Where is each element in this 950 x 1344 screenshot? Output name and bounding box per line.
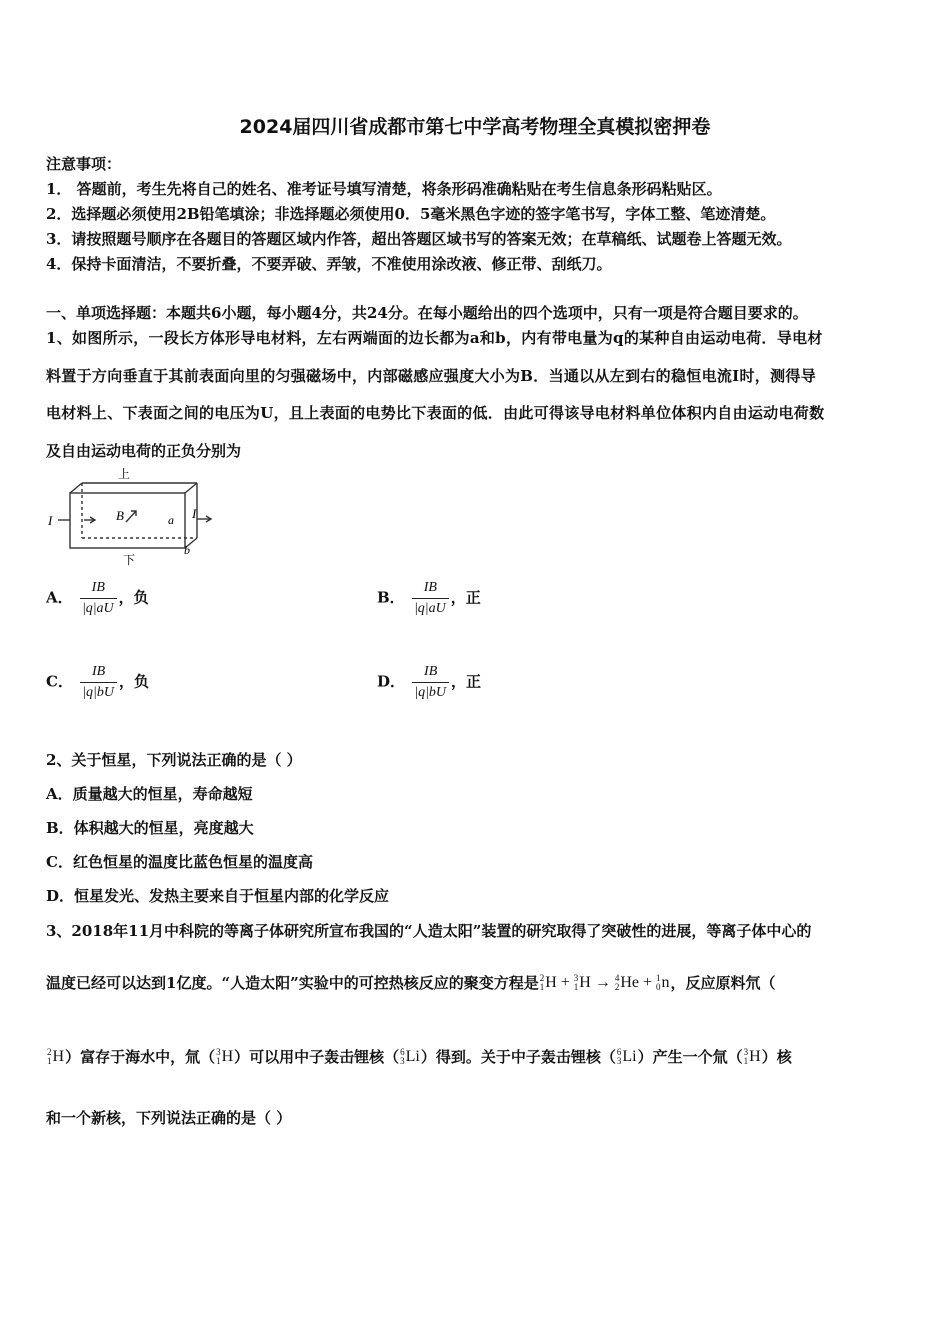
q1-option-b[interactable]: B． $\frac{IB}{|q|aU}$ ，正 (377, 580, 481, 616)
q1-option-a[interactable]: A． $\frac{IB}{|q|aU}$ ，负 (46, 580, 149, 616)
reaction-arrow: → (594, 973, 611, 991)
figure-label-top: 上 (117, 467, 131, 481)
notice-heading: 注意事项： (46, 155, 122, 173)
q3-stem-line-3: 2 1 H ）富存于海水中，氚（ 3 1 H ）可以用中子轰击锂核（ 6 3 Li ）得到。关于中子轰击锂核（ 6 3 Li ）产生一个氚（ 3 1 H ）核 (47, 1046, 792, 1066)
plus-sign: + (560, 973, 570, 991)
fraction-denominator: q|bU (418, 685, 447, 700)
page-title: 2024届四川省成都市第七中学高考物理全真模拟密押卷 (239, 116, 711, 138)
fraction-denominator: q|bU (86, 685, 114, 700)
notice-item: 1． 答题前，考生先将自己的姓名、准考证号填写清楚，将条形码准确粘贴在考生信息条形码粘贴区。 (46, 180, 722, 198)
q1-stem-line: 及自由运动电荷的正负分别为 (46, 442, 242, 460)
figure-label-current-out: I (192, 506, 197, 521)
fraction: $\frac{IB}{|q|aU}$ (80, 580, 117, 617)
figure-label-bottom: 下 (122, 553, 136, 567)
nuclide-deuterium: 2 1 H (539, 972, 557, 992)
nuclide-lithium: 6 3 Li (616, 1046, 637, 1066)
q2-option-c[interactable]: C．红色恒星的温度比蓝色恒星的温度高 (46, 853, 313, 871)
notice-item: 2．选择题必须使用2B铅笔填涂；非选择题必须使用0．5毫米黑色字迹的签字笔书写，字体工整、笔迹清楚。 (46, 205, 776, 223)
nuclide-tritium: 3 1 H (216, 1046, 234, 1066)
fraction-denominator: q|aU (417, 601, 446, 616)
nuclide-tritium: 3 1 H (743, 1046, 761, 1066)
fraction-denominator: q|aU (85, 601, 114, 616)
q1-option-d[interactable]: D． $\frac{IB}{|q|bU}$ ，正 (377, 664, 482, 700)
section-header: 一、单项选择题：本题共6小题，每小题4分，共24分。在每小题给出的四个选项中，只有一项是符合题目要求的。 (46, 304, 808, 322)
q1-option-c[interactable]: C． $\frac{IB}{|q|bU}$ ，负 (46, 664, 149, 700)
nuclide-tritium: 3 1 H (573, 972, 591, 992)
figure-label-side-a: a (168, 513, 174, 527)
nuclide-deuterium: 2 1 H (47, 1046, 65, 1066)
q3-stem-line: 和一个新核，下列说法正确的是（ ） (46, 1109, 292, 1127)
nuclide-lithium: 6 3 Li (400, 1046, 420, 1066)
q1-stem-line: 1、如图所示，一段长方体形导电材料，左右两端面的边长都为a和b，内有带电量为q的某种自由运动电荷．导电材 (46, 329, 823, 347)
q2-option-d[interactable]: D．恒星发光、发热主要来自于恒星内部的化学反应 (46, 887, 390, 905)
q2-option-a[interactable]: A．质量越大的恒星，寿命越短 (46, 785, 253, 803)
conductor-block-figure (44, 466, 224, 570)
q1-stem-line: 料置于方向垂直于其前表面向里的匀强磁场中，内部磁感应强度大小为B．当通以从左到右的稳恒电流I时，测得导 (46, 367, 816, 385)
figure-label-field: B (116, 508, 124, 523)
notice-item: 3．请按照题号顺序在各题目的答题区域内作答，超出答题区域书写的答案无效；在草稿纸、试题卷上答题无效。 (46, 230, 792, 248)
figure-label-current-in: I (48, 513, 53, 528)
fraction: $\frac{IB}{|q|aU}$ (412, 580, 449, 617)
fraction: $\frac{IB}{|q|bU}$ (412, 664, 449, 701)
notice-item: 4．保持卡面清洁，不要折叠，不要弄破、弄皱，不准使用涂改液、修正带、刮纸刀。 (46, 255, 612, 273)
q3-stem-line: 3、2018年11月中科院的等离子体研究所宣布我国的“人造太阳”装置的研究取得了突破性的进展，等离子体中心的 (46, 922, 812, 940)
figure-label-side-b: b (184, 543, 190, 557)
q2-stem: 2、关于恒星，下列说法正确的是（ ） (46, 751, 302, 769)
q2-option-b[interactable]: B．体积越大的恒星，亮度越大 (46, 819, 254, 837)
q3-stem-line-2: 温度已经可以达到1亿度。“人造太阳”实验中的可控热核反应的聚变方程是 2 1 H + 3 1 H → 4 2 He + 1 0 n ，反应原料氘（ (46, 972, 776, 992)
nuclide-neutron: 1 0 n (656, 972, 670, 992)
plus-sign: + (643, 973, 653, 991)
q1-stem-line: 电材料上、下表面之间的电压为U，且上表面的电势比下表面的低．由此可得该导电材料单位体积内自由运动电荷数 (46, 404, 825, 422)
fraction: $\frac{IB}{|q|bU}$ (80, 664, 117, 701)
nuclide-helium: 4 2 He (614, 972, 640, 992)
